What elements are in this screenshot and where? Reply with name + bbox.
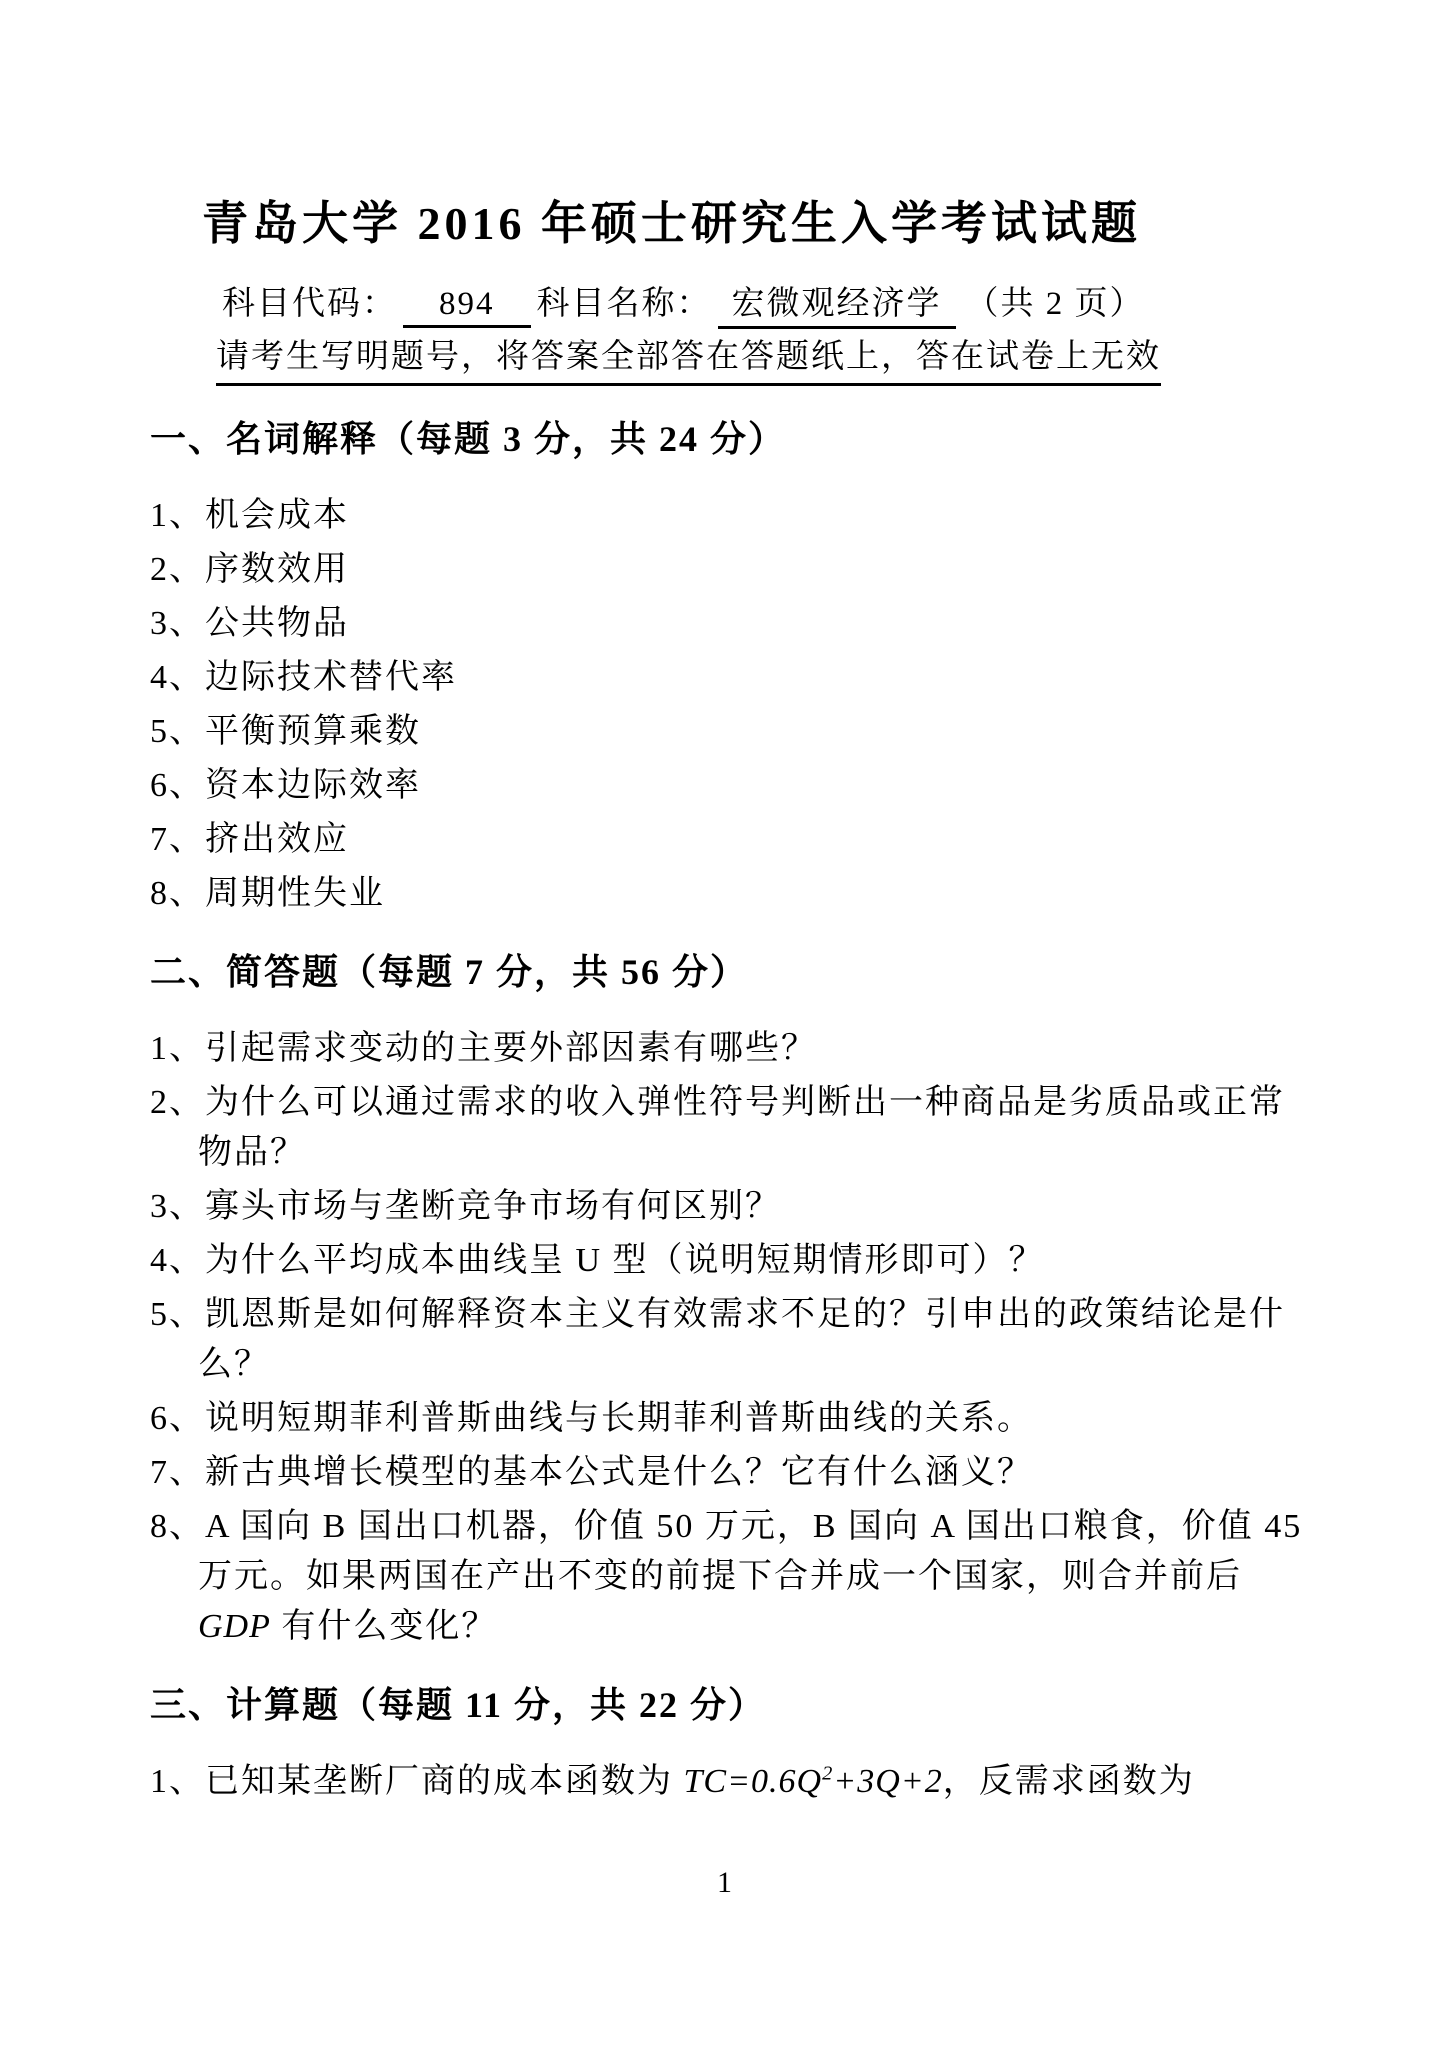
question-text-line: 3、公共物品 [150,604,349,642]
subject-code-value: 894 [403,286,531,328]
cost-function-formula [684,1763,943,1800]
question-item-2-2 [150,1078,1299,1178]
subject-pages-note: （共 2 页） [965,285,1145,322]
notice-line: 请考生写明题号，将答案全部答在答题纸上，答在试卷上无效 [216,337,1161,386]
subject-line [222,277,1299,329]
question-text-line: 2、序数效用 [150,550,349,588]
question-text-line: 万元。如果两国在产出不变的前提下合并成一个国家，则合并前后 [198,1557,1242,1595]
question-item-1-6 [150,761,1299,811]
question-text-line: 6、资本边际效率 [150,766,421,804]
question-item-2-3 [150,1182,1299,1232]
formula-part: +3Q+2 [833,1762,943,1800]
question-item-1-7 [150,815,1299,865]
question-item-1-5 [150,707,1299,757]
question-text-line: 3、寡头市场与垄断竞争市场有何区别？ [150,1187,781,1225]
question-text-line: 2、为什么可以通过需求的收入弹性符号判断出一种商品是劣质品或正常 [150,1083,1285,1121]
question-item-2-5 [150,1290,1299,1390]
question-text-line: 7、新古典增长模型的基本公式是什么？它有什么涵义？ [150,1453,1033,1491]
question-text-line: 1、机会成本 [150,496,349,534]
question-item-1-4 [150,653,1299,703]
section-1-heading: 一、名词解释（每题 3 分，共 24 分） [150,419,787,460]
question-text-line: 5、凯恩斯是如何解释资本主义有效需求不足的？引申出的政策结论是什 [150,1295,1285,1333]
question-item-1-3 [150,599,1299,649]
question-item-1-8 [150,869,1299,919]
question-text-line: 5、平衡预算乘数 [150,712,421,750]
question-text-fragment: 1、已知某垄断厂商的成本函数为 [150,1762,684,1800]
question-text-line: 7、挤出效应 [150,820,349,858]
question-text-line: 1、引起需求变动的主要外部因素有哪些？ [150,1029,817,1067]
question-item-2-4 [150,1236,1299,1286]
question-text-line [150,1757,1299,1807]
formula-superscript: 2 [822,1762,834,1785]
question-text-line: 4、为什么平均成本曲线呈 U 型（说明短期情形即可）？ [150,1241,1045,1279]
section-2-heading: 二、简答题（每题 7 分，共 56 分） [150,951,749,992]
question-item-2-7 [150,1448,1299,1498]
question-item-3-1 [150,1757,1299,1807]
section-3-heading: 三、计算题（每题 11 分，共 22 分） [150,1684,767,1725]
page-title: 青岛大学 2016 年硕士研究生入学考试试题 [202,198,1141,249]
question-item-2-1 [150,1024,1299,1074]
subject-name-value: 宏微观经济学 [718,277,956,329]
question-text-line: 么？ [198,1345,270,1383]
question-text-line: 8、周期性失业 [150,874,385,912]
question-text-line [150,1602,1299,1652]
page-number: 1 [717,1866,732,1899]
question-text-fragment: ，反需求函数为 [942,1762,1195,1800]
subject-code-label: 科目代码： [222,285,397,322]
question-text-line: 8、A 国向 B 国出口机器，价值 50 万元，B 国向 A 国出口粮食，价值 45 [150,1507,1303,1545]
question-item-1-1 [150,491,1299,541]
notice-row [216,337,1299,386]
subject-name-label: 科目名称： [536,285,712,322]
question-text-line: 6、说明短期菲利普斯曲线与长期菲利普斯曲线的关系。 [150,1399,1033,1437]
question-text-line: 4、边际技术替代率 [150,658,457,696]
question-item-1-2 [150,545,1299,595]
formula-part: TC=0.6Q [683,1762,823,1800]
question-item-2-6 [150,1394,1299,1444]
question-text-fragment: 有什么变化？ [270,1607,498,1645]
question-text-line: 物品？ [198,1133,306,1171]
gdp-variable: GDP [198,1607,271,1645]
question-item-2-8 [150,1502,1303,1652]
